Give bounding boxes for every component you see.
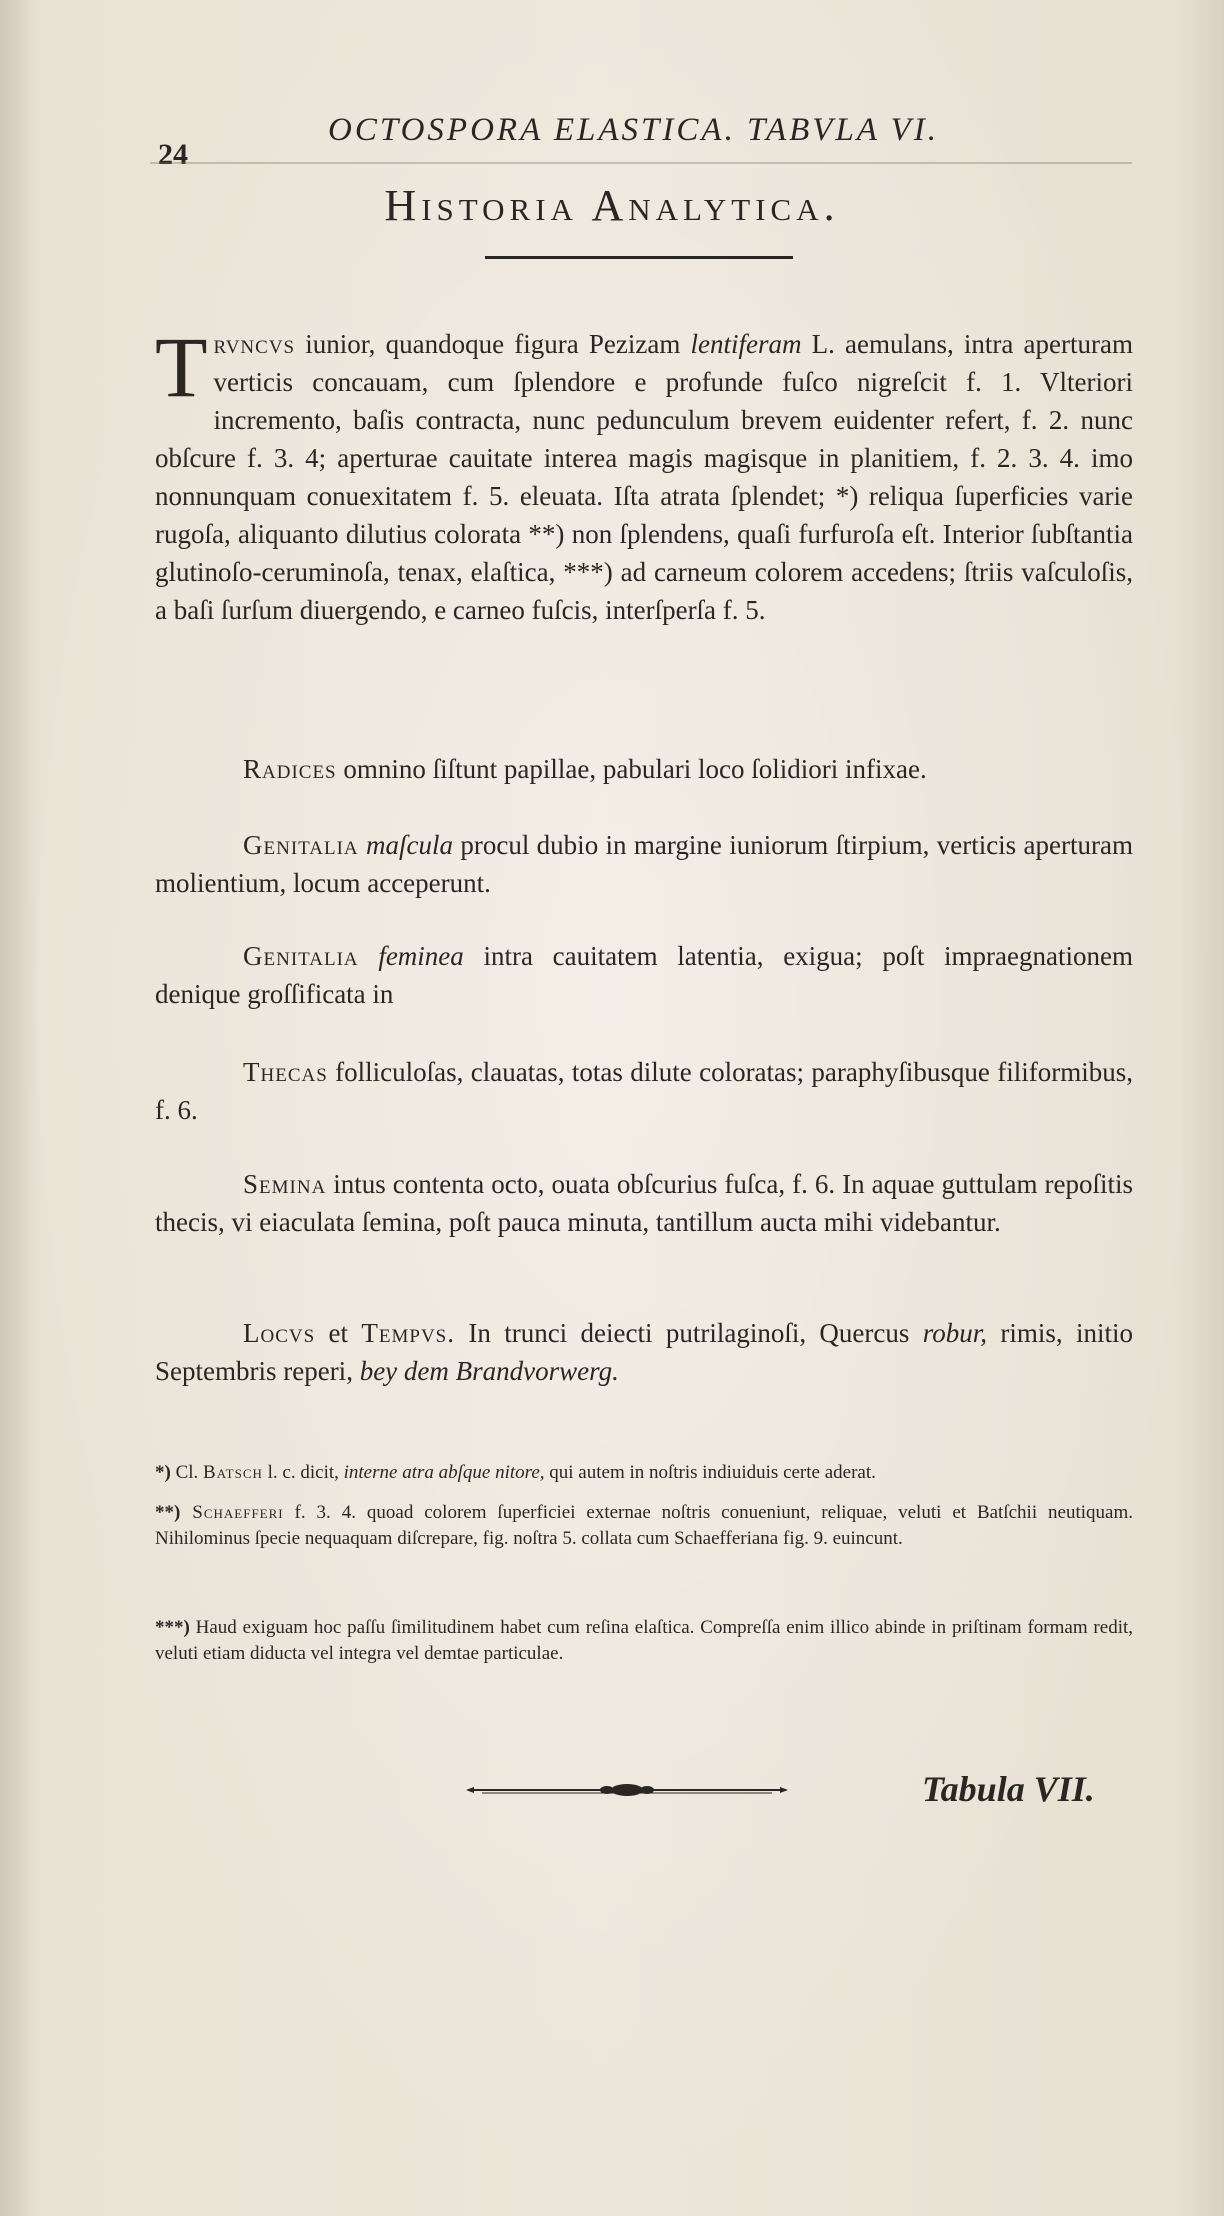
footnote-3 [155, 1615, 1133, 1667]
italic-term: robur, [922, 1318, 988, 1348]
footnote-mark: *) [155, 1462, 171, 1483]
footnote-mark: **) [155, 1502, 181, 1523]
ornament-divider [462, 1778, 792, 1802]
footnote-name: Schaefferi [180, 1502, 284, 1523]
italic-term: feminea [358, 941, 464, 971]
title-rule [485, 256, 793, 259]
lead-word: Locvs [243, 1318, 316, 1348]
paragraph-truncus [155, 319, 1133, 629]
footnote-name: Batsch [203, 1462, 263, 1483]
footnote-text: Haud exiguam hoc paſſu ſimilitudinem habet cum reſina elaſtica. Compreſſa enim illico abinde in priſtinam formam redit, veluti etiam diducta vel integra vel demtae particulae. [155, 1617, 1133, 1664]
footnote-1 [155, 1460, 1133, 1486]
paragraph-text: intra cauitatem latentia, exigua; poſt impraegnationem denique groſſificata in [155, 941, 1133, 1009]
catchword: Tabula VII. [922, 1769, 1095, 1809]
paragraph-radices [155, 750, 1133, 788]
lead-word: Tempvs. [361, 1318, 455, 1348]
paragraph-text: et [315, 1318, 362, 1348]
paragraph-text: folliculoſas, clauatas, totas dilute coloratas; paraphyſibusque filiformibus, f. 6. [155, 1057, 1133, 1125]
paragraph-text: omnino ſiſtunt papillae, pabulari loco ſolidiori infixae. [336, 754, 927, 784]
lead-word: Genitalia [243, 830, 359, 860]
italic-term: maſcula [358, 830, 453, 860]
paragraph-text: iunior, quandoque figura Pezizam [295, 329, 691, 359]
footnote-text: Cl. [170, 1462, 204, 1483]
lead-word: Thecas [243, 1057, 328, 1087]
paragraph-text: procul dubio in margine iuniorum ſtirpium, verticis aperturam molientium, locum acceperunt. [155, 830, 1133, 898]
drop-cap: T [155, 319, 208, 415]
running-title: OCTOSPORA ELASTICA. TABVLA VI. [328, 112, 940, 148]
footnote-italic: interne atra abſque nitore, [343, 1462, 545, 1483]
italic-term: lentiferam [690, 329, 802, 359]
paragraph-text: intus contenta octo, ouata obſcurius fuſca, f. 6. In aquae guttulam repoſitis thecis, vi eiaculata ſemina, poſt pauca minuta, tantillum aucta mihi videbantur. [155, 1169, 1133, 1237]
footnote-text: l. c. dicit, [262, 1462, 344, 1483]
footnote-mark: ***) [155, 1617, 190, 1638]
paragraph-semina [155, 1165, 1133, 1241]
page-number: 24 [158, 138, 188, 171]
paragraph-text: In trunci deiecti putrilaginoſi, Quercus [455, 1318, 923, 1348]
paragraph-text: L. aemulans, intra aperturam verticis concauam, cum ſplendore e profunde fuſco nigreſcit f. 1. Vlteriori incremento, baſis contracta, nunc pedunculum brevem euidenter refert, f. 2. nunc obſcure f. 3. 4; aperturae cauitate interea magis magisque in planitiem, f. 2. 3. 4. imo nonnunquam conuexitatem f. 5. eleuata. Iſta atrata ſplendet; *) reliqua ſuperficies varie rugoſa, aliquanto dilutius colorata **) non ſplendens, quaſi furfuroſa eſt. Interior ſubſtantia glutinoſo-ceruminoſa, tenax, elaſtica, ***) ad carneum colorem accedens; ſtriis vaſculoſis, a baſi ſurſum diuergendo, e carneo fuſcis, interſperſa f. 5. [155, 329, 1133, 625]
lead-word: Radices [243, 754, 337, 784]
section-title: Historia Analytica. [384, 181, 840, 230]
footnote-text: f. 3. 4. quoad colorem ſuperficiei externae noſtris conueniunt, reliquae, veluti et Batſchii neutiquam. Nihilominus ſpecie nequaquam diſcrepare, fig. noſtra 5. collata cum Schaefferiana fig. 9. euincunt. [155, 1502, 1133, 1549]
paragraph-text: rimis, initio Septembris reperi, [155, 1318, 1133, 1386]
paragraph-locus-tempus [155, 1314, 1133, 1390]
header-rule [150, 162, 1132, 164]
footnote-2 [155, 1500, 1133, 1552]
footnote-text: qui autem in noſtris indiuiduis certe aderat. [544, 1462, 876, 1483]
lead-word: rvncvs [213, 329, 296, 359]
italic-term: bey dem Brandvorwerg. [359, 1356, 619, 1386]
lead-word: Semina [243, 1169, 327, 1199]
lead-word: Genitalia [243, 941, 359, 971]
paragraph-genitalia-mascula [155, 826, 1133, 902]
paragraph-thecas [155, 1053, 1133, 1129]
paragraph-genitalia-feminea [155, 937, 1133, 1013]
